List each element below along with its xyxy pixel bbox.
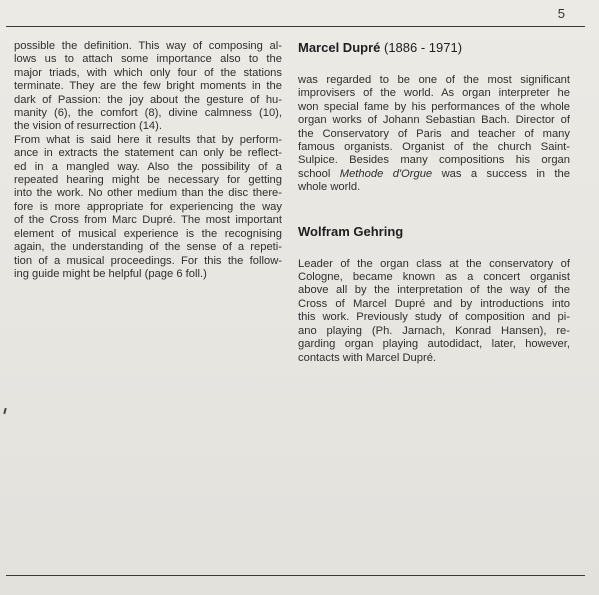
dupre-line: was regarded to be one of the most significant — [298, 74, 570, 86]
left-line: ed in a mangled way. Also the possibility of a — [14, 160, 282, 173]
left-line: From what is said here it results that by perform- — [14, 133, 282, 146]
page-number: 5 — [557, 6, 565, 21]
dupre-line: won special fame by his performances of the whole — [298, 100, 570, 113]
heading-marcel-dupre — [298, 40, 570, 56]
left-line: dark of Passion: the joy about the gesture of hu- — [14, 93, 282, 106]
left-column — [14, 40, 282, 281]
right-column — [298, 40, 570, 365]
gehring-line: contacts with Marcel Dupré. — [298, 351, 437, 364]
dupre-line-post: was a success in the — [432, 167, 570, 180]
book-title: Methode d'Orgue — [339, 167, 433, 180]
bottom-rule — [6, 575, 585, 576]
dupre-line-pre: school — [298, 167, 340, 180]
left-line: repeated hearing might be necessary for getting — [14, 174, 282, 187]
left-line: terminate. They are the few bright moments in the — [14, 80, 282, 93]
top-rule — [6, 26, 585, 27]
gehring-line: above all by the interpretation of the way of the — [298, 284, 570, 297]
left-line: manity (6), the comfort (8), divine calmness (10), — [14, 107, 282, 120]
heading-name: Marcel Dupré — [298, 40, 381, 55]
heading-wolfram-gehring: Wolfram Gehring — [298, 223, 404, 239]
left-line: fore is more appropriate for experiencing the way — [14, 200, 282, 213]
left-line: tion of a musical proceedings. For this the follow- — [14, 254, 282, 267]
dupre-line: whole world. — [298, 181, 361, 194]
left-line: of the Cross from Marc Dupré. The most important — [14, 214, 282, 227]
dupre-line: Sulpice. Besides many compositions his organ — [298, 154, 570, 167]
gehring-line: Cologne, became known as a concert organist — [298, 271, 570, 284]
left-line: lows us to attach some importance also to the — [14, 53, 282, 66]
dupre-line: organ works of Johann Sebastian Bach. Director of — [298, 114, 570, 127]
margin-mark — [3, 408, 6, 414]
left-line: again, the understanding of the sense of a repeti- — [14, 241, 282, 254]
gehring-line: ano playing (Ph. Jarnach, Konrad Hansen), re- — [298, 324, 570, 337]
left-line: into the work. No other medium than the disc there- — [14, 187, 282, 200]
dupre-line-italic — [298, 168, 570, 181]
left-line: possible the definition. This way of composing al- — [14, 40, 282, 52]
dupre-line: famous organists. Organist of the church Saint- — [298, 141, 570, 154]
heading-dates: (1886 - 1971) — [384, 40, 463, 55]
dupre-line: improvisers of the world. As organ interpreter he — [298, 87, 570, 100]
dupre-line: the Conservatory of Paris and teacher of many — [298, 127, 570, 140]
left-line: ance in extracts the statement can only be reflect- — [14, 147, 282, 160]
gehring-line: Leader of the organ class at the conservatory of — [298, 257, 570, 270]
left-line: ing guide might be helpful (page 6 foll.) — [14, 267, 207, 280]
gehring-line: this work. Previously study of composition and pi- — [298, 311, 570, 324]
gehring-line: Cross of Marcel Dupré and by introductions into — [298, 297, 570, 310]
gehring-line: garding organ playing autodidact, later, however, — [298, 338, 570, 351]
left-line: element of musical experience is the recognising — [14, 227, 282, 240]
left-line: the vision of resurrection (14). — [14, 120, 162, 133]
left-line: major triads, with which only four of the stations — [14, 66, 282, 79]
